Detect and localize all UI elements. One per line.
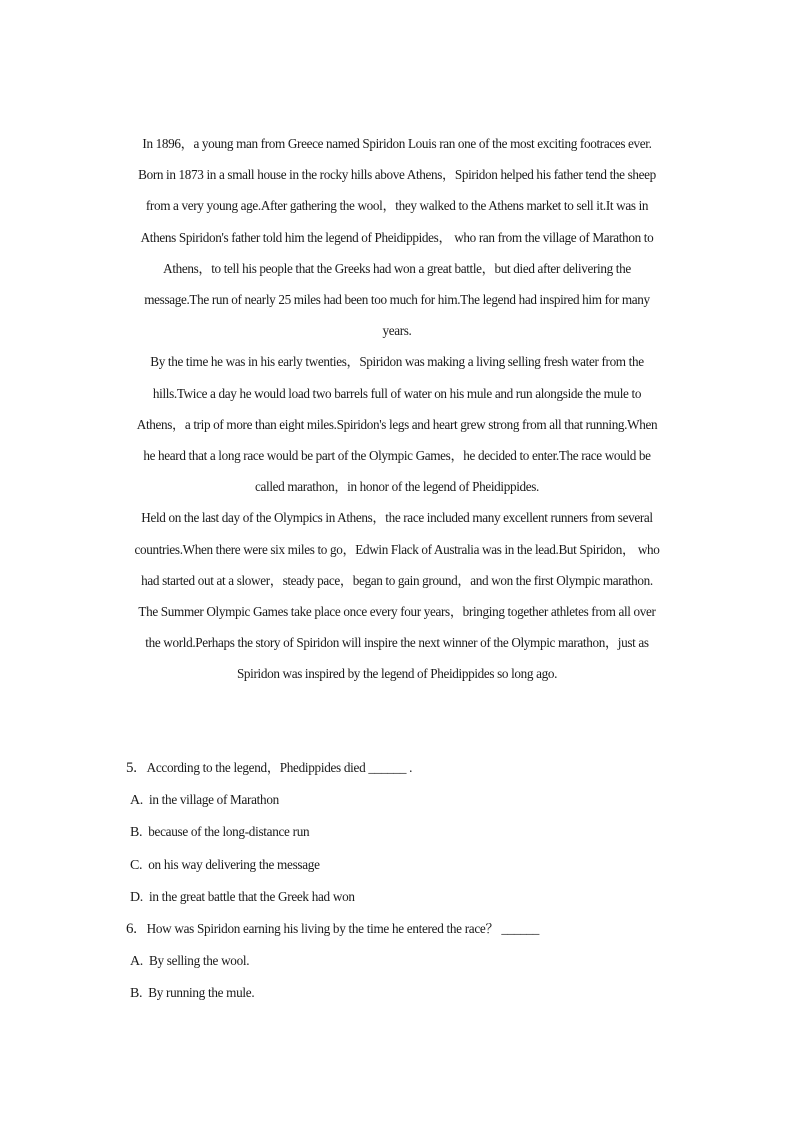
passage-line: had started out at a slower，steady pace，began to gain ground，and won the first Olympic marathon. [141, 572, 653, 588]
passage-line: years. [382, 323, 412, 339]
option-text: in the village of Marathon [149, 792, 279, 808]
passage-line: The Summer Olympic Games take place once every four years，bringing together athletes from all over [138, 604, 656, 620]
option-letter: B. [130, 986, 143, 1002]
option-text: By running the mule. [148, 985, 255, 1001]
option-6b[interactable] [126, 977, 686, 1009]
passage-line: Athens Spiridon's father told him the legend of Pheidippides， who ran from the village of Marathon to [140, 229, 654, 245]
question-text: How was Spiridon earning his living by the time he entered the race？ ______ [146, 921, 540, 937]
question-number: 5. [126, 760, 137, 776]
option-letter: D. [130, 889, 144, 905]
passage-line: he heard that a long race would be part of the Olympic Games，he decided to enter.The race would be [143, 448, 651, 464]
option-text: on his way delivering the message [148, 856, 320, 872]
passage-line: In 1896，a young man from Greece named Spiridon Louis ran one of the most exciting footraces ever. [142, 136, 652, 151]
question-text: According to the legend，Phedippides died ______ . [146, 760, 413, 775]
option-letter: A. [130, 793, 144, 809]
passage-line: message.The run of nearly 25 miles had been too much for him.The legend had inspired him for many [144, 292, 650, 308]
passage-line: countries.When there were six miles to go，Edwin Flack of Australia was in the lead.But Spiridon， who [134, 541, 660, 557]
passage-line: By the time he was in his early twenties，Spiridon was making a living selling fresh water from the [150, 354, 644, 370]
passage-line: called marathon，in honor of the legend of Pheidippides. [255, 479, 539, 495]
option-5d[interactable] [126, 881, 686, 913]
option-6a[interactable] [126, 945, 686, 977]
option-letter: A. [130, 954, 144, 970]
question-6 [126, 913, 686, 945]
option-letter: B. [130, 825, 143, 841]
option-text: in the great battle that the Greek had won [149, 888, 355, 904]
reading-passage [96, 128, 698, 690]
question-number: 6. [126, 921, 137, 938]
option-5b[interactable] [126, 816, 686, 848]
passage-line: Born in 1873 in a small house in the rocky hills above Athens，Spiridon helped his father tend the sheep [138, 167, 656, 183]
option-text: because of the long-distance run [148, 824, 310, 840]
option-5a[interactable] [126, 784, 686, 816]
question-5 [126, 752, 686, 784]
option-5c[interactable] [126, 849, 686, 881]
passage-line: the world.Perhaps the story of Spiridon will inspire the next winner of the Olympic marathon，just as [145, 635, 649, 651]
passage-line: Held on the last day of the Olympics in Athens，the race included many excellent runners from several [141, 510, 653, 526]
passage-line: Athens，a trip of more than eight miles.Spiridon's legs and heart grew strong from all that running.When [136, 416, 658, 432]
option-text: By selling the wool. [149, 953, 250, 969]
question-section [126, 752, 686, 1010]
option-letter: C. [130, 857, 143, 873]
passage-line: from a very young age.After gathering the wool，they walked to the Athens market to sell it.It was in [145, 198, 649, 214]
passage-line: hills.Twice a day he would load two barrels full of water on his mule and run alongside the mule to [152, 385, 642, 401]
passage-line: Athens，to tell his people that the Greeks had won a great battle，but died after delivering the [163, 260, 631, 276]
passage-line: Spiridon was inspired by the legend of Pheidippides so long ago. [236, 666, 558, 682]
